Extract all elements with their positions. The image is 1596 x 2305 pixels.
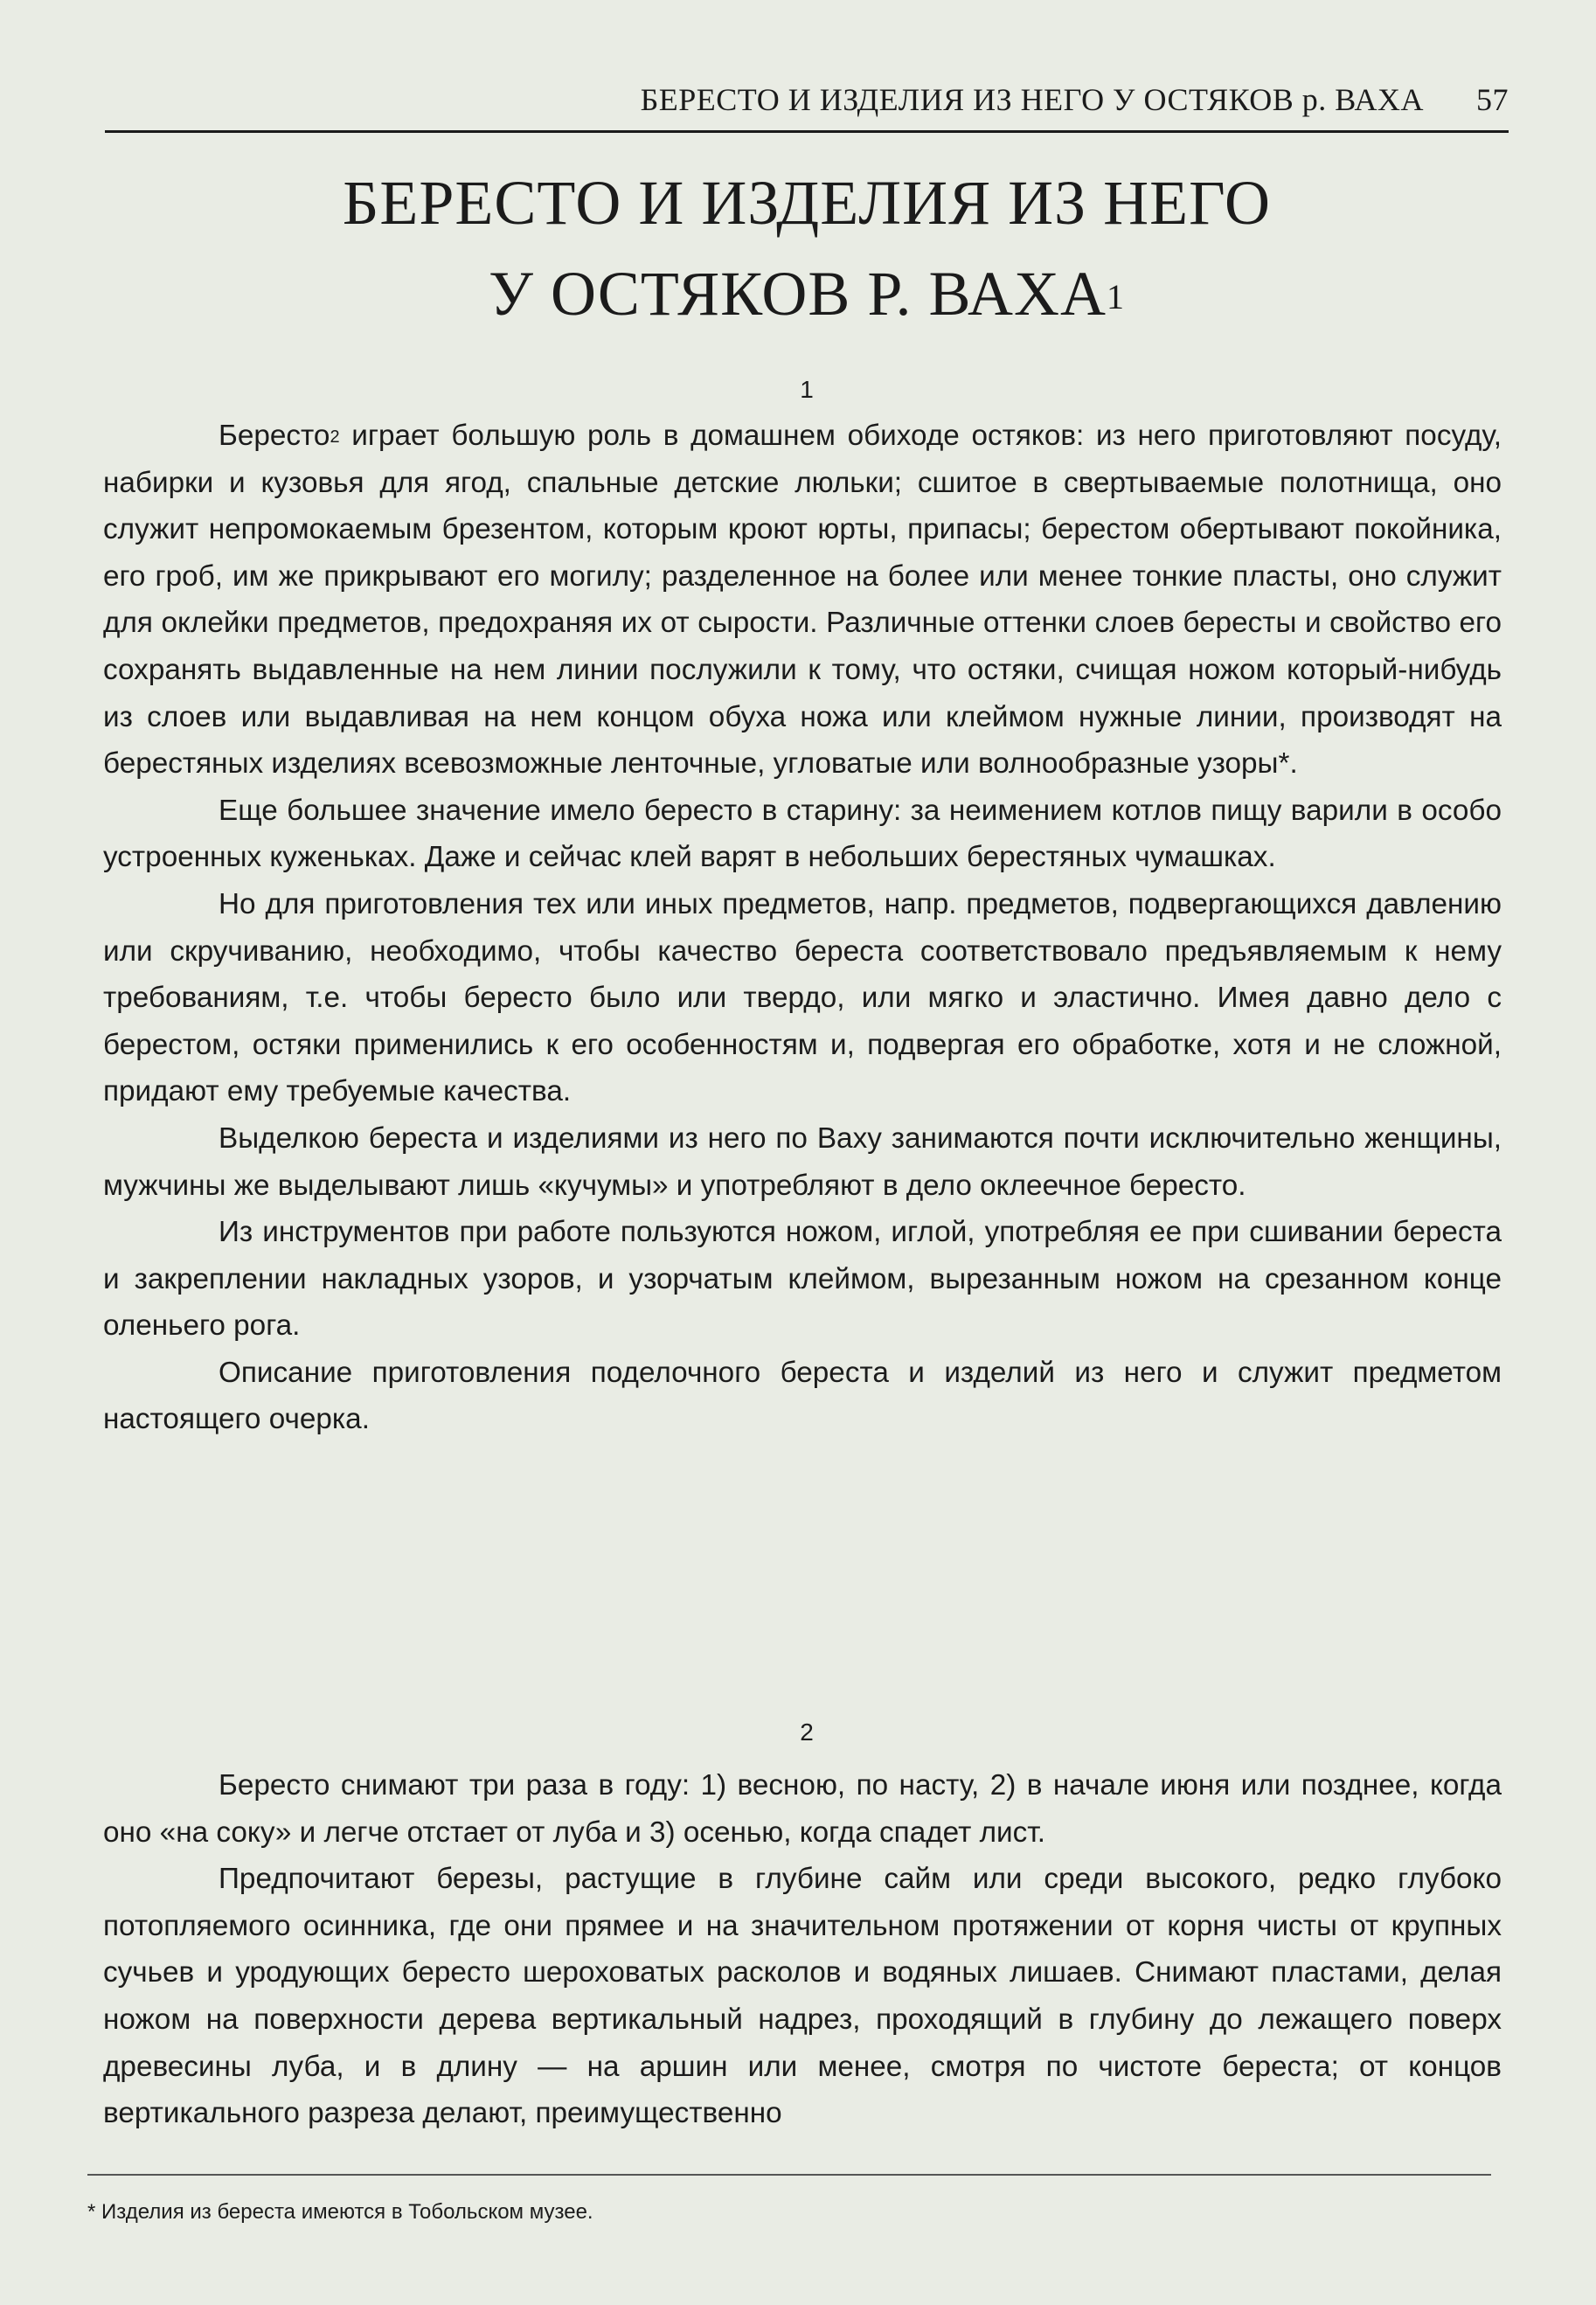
- paragraph: Выделкою береста и изделиями из него по Ваху занимаются почти исключительно женщины, мужчины же выделывают лишь «кучумы» и употребляют в дело оклеечное бересто.: [103, 1121, 1502, 1202]
- section-number-1: 1: [800, 376, 814, 403]
- paragraph: Из инструментов при работе пользуются ножом, иглой, употребляя ее при сшивании береста и закреплении накладных узоров, и узорчатым клеймом, вырезанным ножом на срезанном конце оленьего рога.: [103, 1216, 1502, 1343]
- paragraph: Еще большее значение имело бересто в старину: за неимением котлов пищу варили в особо устроенных куженьках. Даже и сейчас клей варят в небольших берестяных чумашках.: [103, 794, 1502, 874]
- title-note-ref: 1: [1106, 277, 1125, 316]
- footnote-rule: [87, 2174, 1491, 2176]
- note-ref: 2: [330, 427, 340, 447]
- paragraph: [103, 413, 1502, 788]
- page-number: 57: [1476, 82, 1509, 117]
- paragraph: Бересто снимают три раза в году: 1) весною, по насту, 2) в начале июня или позднее, когда оно «на соку» и легче отстает от луба и 3) осенью, когда спадет лист.: [103, 1769, 1502, 1849]
- article-title: [105, 157, 1509, 339]
- section-2-body: [103, 1762, 1502, 2137]
- running-head: [105, 77, 1509, 122]
- article-title-line-1: БЕРЕСТО И ИЗДЕЛИЯ ИЗ НЕГО: [343, 168, 1271, 238]
- section-1-body: [103, 413, 1502, 1443]
- paragraph: Описание приготовления поделочного береста и изделий из него и служит предметом настоящего очерка.: [103, 1356, 1502, 1436]
- footnote: * Изделия из береста имеются в Тобольском музее.: [87, 2200, 593, 2224]
- header-rule: [105, 130, 1509, 133]
- article-title-line-2-text: У ОСТЯКОВ Р. ВАХА: [489, 259, 1107, 329]
- running-head-title: БЕРЕСТО И ИЗДЕЛИЯ ИЗ НЕГО У ОСТЯКОВ р. ВАХА: [640, 82, 1424, 117]
- paragraph: Но для приготовления тех или иных предметов, напр. предметов, подвергающихся давлению или скручиванию, необходимо, чтобы качество береста соответствовало предъявляемым к нему требованиям, т.е. чтобы бересто было или твердо, или мягко и эластично. Имея давно дело с берестом, остяки применились к его особенностям и, подвергая его обработке, хотя и не сложной, придают ему требуемые качества.: [103, 887, 1502, 1108]
- paragraph-rest: играет большую роль в домашнем обиходе остяков: из него приготовляют посуду, набирки и кузовья для ягод, спальные детские люльки; сшитое в свертываемые полотнища, оно служит непромокаемым брезентом, которым кроют юрты, припасы; берестом обертывают покойника, его гроб, им же прикрывают его могилу; разделенное на более или менее тонкие пласты, оно служит для оклейки предметов, предохраняя их от сырости. Различные оттенки слоев бересты и свойство его сохранять выдавленные на нем линии послужили к тому, что остяки, счищая ножом который-нибудь из слоев или выдавливая на нем концом обуха ножа или клеймом нужные линии, производят на берестяных изделиях всевозможные ленточные, угловатые или волнообразные узоры*.: [103, 420, 1502, 781]
- section-number-2: 2: [800, 1718, 814, 1746]
- paragraph-start: Бересто: [219, 420, 330, 452]
- paragraph: Предпочитают березы, растущие в глубине сайм или среди высокого, редко глубоко потопляемого осинника, где они прямее и на значительном протяжении от корня чисты от крупных сучьев и уродующих бересто шероховатых расколов и водяных лишаев. Снимают пластами, делая ножом на поверхности дерева вертикальный надрез, проходящий в глубину до лежащего поверх древесины луба, и в длину — на аршин или менее, смотря по чистоте береста; от концов вертикального разреза делают, преимущественно: [103, 1863, 1502, 2130]
- article-title-line-2: [105, 248, 1509, 339]
